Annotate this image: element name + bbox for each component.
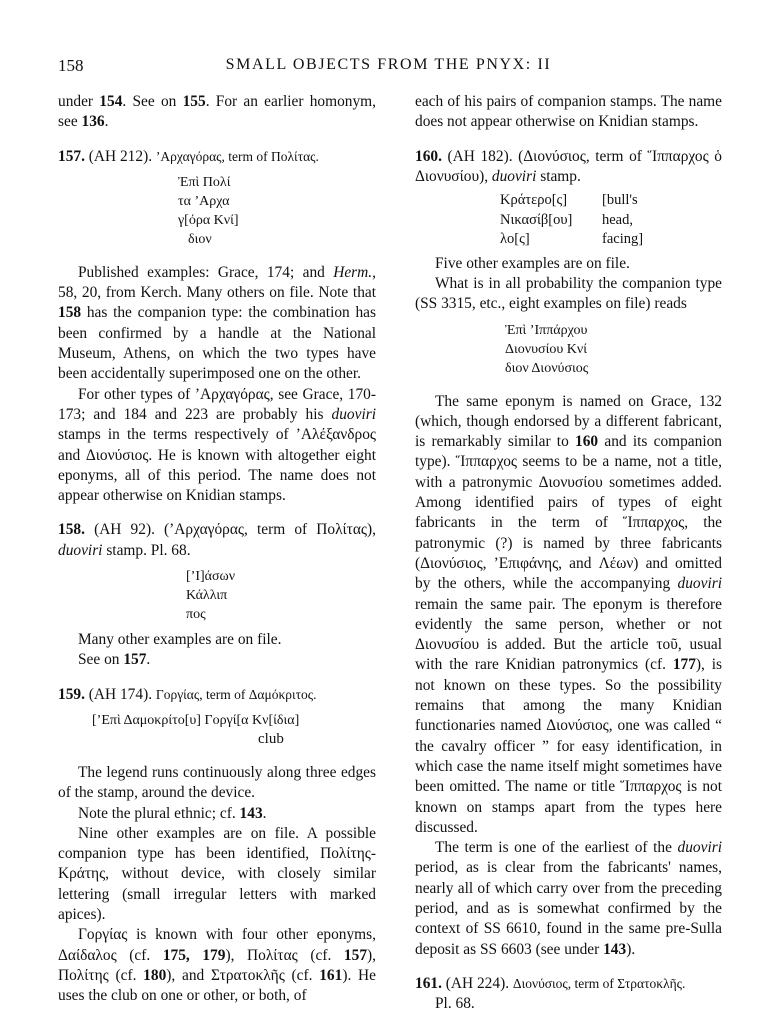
stamp-line: Ἐπὶ Πολί bbox=[178, 174, 231, 190]
entry-159-stamp bbox=[92, 711, 376, 749]
entry-160-heading: 160. (AH 182). (Διονύσιος, term of Ἵππαρχος ὁ Διονυσίου), duoviri stamp. bbox=[415, 147, 722, 185]
continued-paragraph: each of his pairs of companion stamps. The name does not appear otherwise on Knidian stamps. bbox=[415, 93, 722, 131]
entry-157-stamp bbox=[178, 173, 376, 249]
stamp-line: Κράτερο[ς] bbox=[500, 192, 568, 209]
entry-159-para-4: Γοργίας is known with four other eponyms, Δαίδαλος (cf. 175, 179), Πολίτας (cf. 157), Πολίτης (cf. 180), and Στρατοκλῆς (cf. 161). He uses the club on one or other, or both, of bbox=[58, 926, 376, 1005]
entry-160-para-3: The same eponym is named on Grace, 132 (which, though endorsed by a different fabricant, is remarkably similar to 160 and its companion type). Ἵππαρχος seems to be a name, not a title, with a patronymic Διονυσίου sometimes added. Among identified pairs of types of eight fabricants in the term of Ἵππαρχος, the patronymic (?) is named by three fabricants (Διονύσιος, ʼΕπιφάνης, and Λέων) and omitted by the others, while the accompanying duoviri remain the same pair. The eponym is therefore evidently the same person, whether or not Διονυσίου is added. But the article τοῦ, usual with the rare Knidian patronymics (cf. 177), is not known on these types. So the possibility remains that among the many Knidian functionaries named Διονύσιος, one was called “ the cavalry officer ” for easy identification, in which case the name itself might sometimes have been omitted. The name or title Ἵππαρχος is not known on stamps apart from the types here discussed. bbox=[415, 392, 722, 836]
entry-159-para-1: The legend runs continuously along three edges of the stamp, around the device. bbox=[58, 763, 376, 802]
stamp-line: [ʼΕπὶ Δαμοκρίτο[υ] Γοργί[α Κν[ίδια] bbox=[92, 712, 300, 728]
stamp-line: πος bbox=[186, 607, 206, 623]
left-column bbox=[58, 92, 376, 1007]
entry-160-stamp bbox=[500, 191, 722, 250]
stamp-device-line: head, bbox=[602, 211, 633, 228]
stamp-line: Διονυσίου Κνί bbox=[505, 341, 587, 357]
running-title: SMALL OBJECTS FROM THE PNYX: II bbox=[225, 56, 552, 73]
stamp-line: τα ʼΑρχα bbox=[178, 193, 230, 209]
page-number: 158 bbox=[58, 56, 84, 75]
stamp-device-line: [bull's bbox=[602, 192, 638, 209]
entry-158-stamp bbox=[186, 567, 376, 624]
entry-159-heading: 159. (AH 174). Γοργίας, term of Δαμόκριτος. bbox=[58, 685, 317, 703]
stamp-line: λο[ς] bbox=[500, 231, 530, 248]
entry-159-para-3: Nine other examples are on file. A possible companion type has been identified, Πολίτης-Κράτης, without device, with closely similar lettering (small irregular letters with marked apices). bbox=[58, 824, 376, 924]
stamp-line: Νικασίβ[ου] bbox=[500, 211, 573, 228]
entry-159-para-2: Note the plural ethnic; cf. 143. bbox=[78, 804, 267, 822]
entry-157-para-2: For other types of ʼΑρχαγόρας, see Grace, 170-173; and 184 and 223 are probably his duoviri stamps in the terms respectively of ʼΑλέξανδρος and Διονύσιος. He is known with altogether eight eponyms, all of this period. The name does not appear otherwise on Knidian stamps. bbox=[58, 385, 376, 505]
entry-158-para-1: Many other examples are on file. bbox=[78, 631, 282, 649]
stamp-device: club bbox=[258, 730, 284, 747]
entry-157-para-1: Published examples: Grace, 174; and Herm., 58, 20, from Kerch. Many others on file. Note that 158 has the companion type: the combination has been confirmed by a handle at the National Museum, Athens, on which the two types have been accidentally superimposed one on the other. bbox=[58, 263, 376, 383]
right-column bbox=[415, 92, 722, 1014]
stamp-line: Κάλλιπ bbox=[186, 588, 228, 604]
intro-paragraph: under 154. See on 155. For an earlier homonym, see 136. bbox=[58, 93, 376, 131]
stamp-line: Ἐπὶ ʼΙππάρχου bbox=[505, 322, 588, 338]
stamp-line: γ[όρα Κνί] bbox=[178, 212, 239, 228]
entry-160-companion-stamp bbox=[505, 321, 722, 378]
entry-158-para-2: See on 157. bbox=[78, 651, 151, 669]
stamp-line: διον Διονύσιος bbox=[505, 360, 589, 376]
entry-158-heading: 158. (AH 92). (ʼΑρχαγόρας, term of Πολίτας), duoviri stamp. Pl. 68. bbox=[58, 521, 376, 559]
entry-160-para-1: Five other examples are on file. bbox=[435, 254, 630, 272]
entry-157-heading: 157. (AH 212). ʼΑρχαγόρας, term of Πολίτας. bbox=[58, 147, 319, 165]
stamp-line: διον bbox=[188, 231, 212, 247]
entry-160-para-2: What is in all probability the companion type (SS 3315, etc., eight examples on file) reads bbox=[415, 274, 722, 313]
entry-161-plate: Pl. 68. bbox=[435, 995, 475, 1013]
stamp-device-line: facing] bbox=[602, 231, 644, 248]
entry-161-heading: 161. (AH 224). Διονύσιος, term of Στρατοκλῆς. bbox=[415, 974, 686, 992]
entry-160-para-4: The term is one of the earliest of the duoviri period, as is clear from the fabricants' names, nearly all of which carry over from the preceding period, and as is somewhat confirmed by the context of SS 6610, found in the same pre-Sulla deposit as SS 6603 (see under 143). bbox=[415, 839, 722, 958]
stamp-line: [ʼΙ]άσων bbox=[186, 569, 236, 585]
